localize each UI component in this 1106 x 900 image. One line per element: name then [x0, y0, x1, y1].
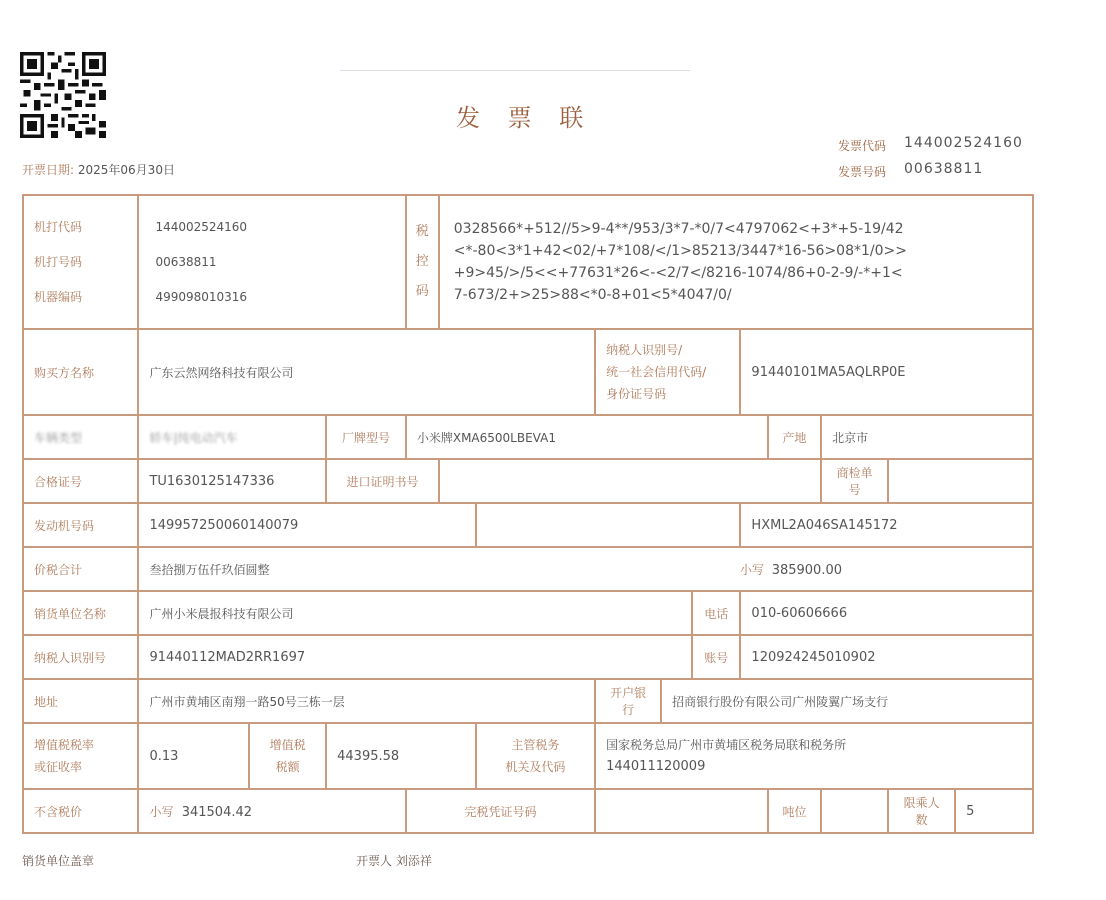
total-upper: 叁拾捌万伍仟玖佰圆整 [149, 562, 270, 577]
cert-number: TU1630125147336 [138, 459, 326, 503]
machine-values-cell [138, 195, 405, 329]
tax-rate-label: 增值税税率 或征收率 [23, 723, 138, 789]
total-row [23, 547, 1033, 591]
import-number [439, 459, 821, 503]
pretax-value: 341504.42 [181, 804, 253, 820]
issuer-name: 刘添祥 [395, 854, 432, 868]
vehicle-type-label: 车辆类型 [23, 415, 138, 459]
seller-taxid-label: 纳税人识别号 [23, 635, 138, 679]
bank-label: 开户银行 [595, 679, 661, 723]
machine-labels-cell [23, 195, 138, 329]
authority-code: 144011120009 [606, 759, 706, 774]
engine-blank [476, 503, 741, 547]
machine-number: 00638811 [155, 254, 217, 269]
seats-value: 5 [955, 789, 1033, 833]
phone-label: 电话 [692, 591, 740, 635]
invoice-table [22, 194, 1034, 834]
total-lower: 385900.00 [771, 562, 842, 578]
vehicle-type: 轿车|纯电动汽车 [138, 415, 326, 459]
engine-label: 发动机号码 [23, 503, 138, 547]
machine-number-label: 机打号码 [34, 254, 83, 269]
machine-code: 144002524160 [155, 219, 248, 234]
engine-row [23, 503, 1033, 547]
machine-row [23, 195, 1033, 329]
seats-label: 限乘人数 [888, 789, 955, 833]
total-lower-label: 小写 [740, 562, 765, 577]
tax-amount: 44395.58 [326, 723, 476, 789]
seller-account: 120924245010902 [740, 635, 1033, 679]
invoice-number-label: 发票号码 [838, 165, 887, 179]
pretax-row [23, 789, 1033, 833]
machine-device: 499098010316 [155, 289, 248, 304]
vin-number: HXML2A046SA145172 [740, 503, 1033, 547]
invoice-code-label: 发票代码 [838, 139, 887, 153]
tax-control-code: 0328566*+512//5>9-4**/953/3*7-*0/7<4797062<+3*+5-19/42 <*-80<3*1+42<02/+7*108/</1>85213/3447*16-56>08*1/0>> +9>45/>/5<<+77631*26<-<2/7</8216-1074/86+0-2-9/-*+1< 7-673/2+>25>88<*0-8+01<5*4047/0/ [439, 195, 1033, 329]
tax-rate: 0.13 [138, 723, 249, 789]
seller-name-label: 销货单位名称 [23, 591, 138, 635]
issue-date-label: 开票日期: [22, 163, 75, 177]
issue-date-value: 2025年06月30日 [77, 163, 175, 177]
invoice-number: 00638811 [904, 161, 984, 177]
tax-row [23, 723, 1033, 789]
seller-phone: 010-60606666 [740, 591, 1033, 635]
pretax-values [138, 789, 405, 833]
inspection-number [888, 459, 1033, 503]
model-label: 厂牌型号 [326, 415, 406, 459]
certificate-row [23, 459, 1033, 503]
import-label: 进口证明书号 [326, 459, 439, 503]
origin-label: 产地 [768, 415, 821, 459]
total-values [138, 547, 1033, 591]
buyer-name-label: 购买方名称 [23, 329, 138, 415]
buyer-id: 91440101MA5AQLRP0E [740, 329, 1033, 415]
pretax-label: 不含税价 [23, 789, 138, 833]
machine-code-label: 机打代码 [34, 219, 83, 234]
issuer [356, 852, 432, 869]
machine-device-label: 机器编码 [34, 289, 83, 304]
address-label: 地址 [23, 679, 138, 723]
qr-code-icon [20, 52, 106, 138]
address-row [23, 679, 1033, 723]
buyer-row [23, 329, 1033, 415]
seller-taxid-row [23, 635, 1033, 679]
tonnage-label: 吨位 [768, 789, 821, 833]
authority-name: 国家税务总局广州市黄埔区税务局联和税务所 [606, 738, 847, 752]
buyer-name: 广东云然网络科技有限公司 [138, 329, 595, 415]
engine-number: 149957250060140079 [138, 503, 475, 547]
certificate-label: 完税凭证号码 [406, 789, 595, 833]
invoice-code: 144002524160 [904, 135, 1023, 151]
account-label: 账号 [692, 635, 740, 679]
pretax-small-label: 小写 [149, 804, 174, 819]
vehicle-origin: 北京市 [821, 415, 1033, 459]
seller-bank: 招商银行股份有限公司广州陵翼广场支行 [661, 679, 1033, 723]
seller-address: 广州市黄埔区南翔一路50号三栋一层 [138, 679, 595, 723]
cert-label: 合格证号 [23, 459, 138, 503]
total-label: 价税合计 [23, 547, 138, 591]
tax-control-label: 税 控 码 [406, 195, 439, 329]
issuer-label: 开票人 [356, 854, 393, 868]
buyer-id-label: 纳税人识别号/ 统一社会信用代码/ 身份证号码 [595, 329, 740, 415]
issue-date [22, 161, 175, 178]
invoice-title: 发 票 联 [456, 104, 594, 132]
inspection-label: 商检单号 [821, 459, 888, 503]
seller-name-row [23, 591, 1033, 635]
authority-value [595, 723, 1033, 789]
authority-label: 主管税务 机关及代码 [476, 723, 595, 789]
certificate-value [595, 789, 768, 833]
seller-seal-label: 销货单位盖章 [22, 854, 95, 868]
tax-amount-label: 增值税 税额 [249, 723, 326, 789]
header-divider [340, 70, 690, 71]
vehicle-row [23, 415, 1033, 459]
vehicle-model: 小米牌XMA6500LBEVA1 [406, 415, 768, 459]
seller-taxid: 91440112MAD2RR1697 [138, 635, 692, 679]
seller-name: 广州小米晨报科技有限公司 [138, 591, 692, 635]
tonnage-value [821, 789, 888, 833]
